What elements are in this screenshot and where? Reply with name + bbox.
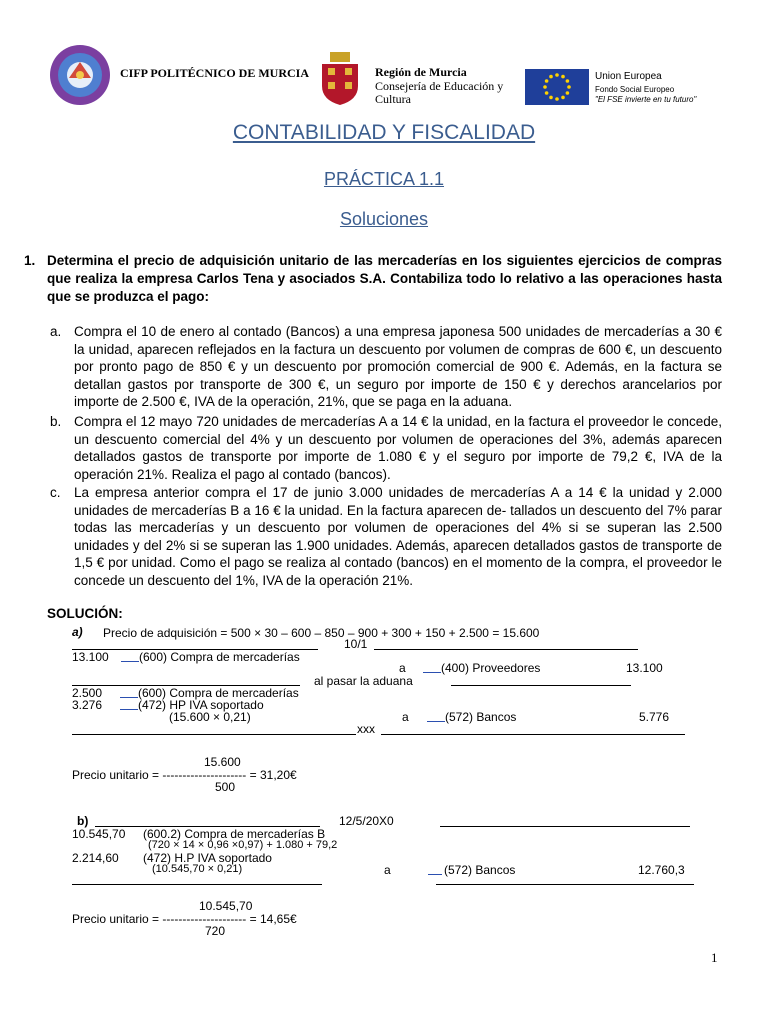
solution-a-denominator: 500 bbox=[215, 780, 236, 794]
region-department-line1: Consejería de Educación y bbox=[375, 79, 504, 93]
solution-b-entry1-account: (600.2) Compra de mercaderías B bbox=[143, 827, 326, 841]
practice-title: PRÁCTICA 1.1 bbox=[323, 169, 445, 189]
solution-a-entry1-amount: 13.100 bbox=[72, 650, 109, 664]
solution-a-entry2-credit-amount: 5.776 bbox=[639, 710, 670, 724]
solution-a-entry2-account2: (472) HP IVA soportado bbox=[138, 698, 264, 712]
rule bbox=[440, 826, 690, 827]
solution-a-entry2-credit: (572) Bancos bbox=[445, 710, 517, 724]
rule bbox=[451, 685, 631, 686]
region-department-line2: Cultura bbox=[375, 92, 411, 106]
solution-a-separator: xxx bbox=[357, 722, 375, 736]
solution-a-entry1-a: a bbox=[399, 661, 406, 675]
link-underline bbox=[428, 863, 442, 875]
solution-b-entry2-calc: (10.545,70 × 0,21) bbox=[152, 863, 243, 875]
solution-a-numerator: 15.600 bbox=[204, 755, 241, 769]
rule bbox=[72, 884, 322, 885]
solution-b-label: b) bbox=[77, 814, 89, 828]
rule bbox=[436, 884, 694, 885]
eu-flag bbox=[525, 69, 589, 105]
solution-a-date: 10/1 bbox=[344, 637, 368, 651]
solution-b-entry2-credit-amount: 12.760,3 bbox=[638, 863, 685, 877]
solution-a-entry1-credit-amount: 13.100 bbox=[626, 661, 663, 675]
solution-b-entry1-amount: 10.545,70 bbox=[72, 827, 126, 841]
solution-a-entry2-amount1: 2.500 bbox=[72, 686, 103, 700]
solution-b-numerator: 10.545,70 bbox=[199, 899, 253, 913]
rule bbox=[72, 734, 356, 735]
solution-a-customs: al pasar la aduana bbox=[314, 674, 413, 688]
main-title: CONTABILIDAD Y FISCALIDAD bbox=[232, 121, 536, 144]
solution-b-date: 12/5/20X0 bbox=[339, 814, 394, 828]
link-underline bbox=[120, 698, 138, 710]
question-text: Determina el precio de adquisición unitario de las mercaderías en los siguientes ejercicios de compras que realiza la empresa Carlos Tena y asociados S.A. Contabiliza todo lo relativo a las operaciones hasta que se produzca el pago: bbox=[47, 253, 722, 304]
item-b-letter: b. bbox=[50, 414, 62, 429]
solution-a-entry1-credit: (400) Proveedores bbox=[441, 661, 541, 675]
solution-b-entry2-a: a bbox=[384, 863, 391, 877]
solution-a-formula: Precio de adquisición = 500 × 30 – 600 – 850 – 900 + 300 + 150 + 2.500 = 15.600 bbox=[103, 626, 540, 640]
solution-a-entry2-amount2: 3.276 bbox=[72, 698, 103, 712]
link-underline bbox=[120, 686, 138, 698]
page-number: 1 bbox=[711, 950, 718, 965]
solution-a-entry2-calc: (15.600 × 0,21) bbox=[169, 710, 251, 724]
solution-b-denominator: 720 bbox=[205, 924, 226, 938]
solution-a-entry1-account: (600) Compra de mercaderías bbox=[139, 650, 300, 664]
item-b-text: Compra el 12 mayo 720 unidades de mercaderías A a 14 € la unidad, en la factura el proveedor le concede, un descuento comercial del 4% y un descuento por volumen de operaciones del 3%, además aparecen detallados gastos de transporte por importe de 1.080 € y el seguro por importe de 79,2 €, IVA de la operación 21%. Realiza el pago al contado (bancos). bbox=[74, 414, 722, 482]
solution-a-label: a) bbox=[72, 625, 83, 639]
murcia-coat-of-arms bbox=[318, 50, 362, 106]
solution-b-entry1-calc: (720 × 14 × 0,96 ×0,97) + 1.080 + 79,2 bbox=[148, 839, 338, 851]
eu-motto: "El FSE invierte en tu futuro" bbox=[595, 95, 697, 104]
item-a-text: Compra el 10 de enero al contado (Bancos) a una empresa japonesa 500 unidades de mercaderías a 30 € la unidad, aparecen reflejados en la factura un descuento por volumen de compras de 600 €, un descuento por pronto pago de 850 € y un descuento por promoción comercial de 900 €. Además, en la factura se detallan gastos por transporte de 300 €, un seguro por importe de 150 € y derechos arancelarios por importe de 2.500 €, IVA de la operación, 21%, que se paga en la aduana. bbox=[74, 324, 722, 410]
link-underline bbox=[121, 650, 139, 662]
question-number: 1. bbox=[24, 253, 36, 268]
region-name: Región de Murcia bbox=[375, 65, 467, 79]
solution-a-entry2-account1: (600) Compra de mercaderías bbox=[138, 686, 299, 700]
item-c-letter: c. bbox=[50, 485, 61, 500]
link-underline bbox=[423, 661, 441, 673]
solution-heading: SOLUCIÓN: bbox=[47, 606, 123, 621]
link-underline bbox=[427, 710, 445, 722]
item-a-letter: a. bbox=[50, 324, 62, 339]
solution-b-entry2-amount: 2.214,60 bbox=[72, 851, 119, 865]
solutions-title: Soluciones bbox=[339, 209, 429, 229]
solution-b-entry2-credit: (572) Bancos bbox=[444, 863, 516, 877]
solution-a-unit-price: Precio unitario = --------------------- = 31,20€ bbox=[72, 768, 297, 782]
rule bbox=[381, 734, 685, 735]
eu-fund: Fondo Social Europeo bbox=[595, 85, 675, 94]
school-logo bbox=[49, 44, 111, 106]
solution-a-entry2-a: a bbox=[402, 710, 409, 724]
item-c-text: La empresa anterior compra el 17 de junio 3.000 unidades de mercaderías A a 14 € la unidad y 2.000 unidades de mercaderías B a 16 € la unidad. En la factura aparecen de- tallados un descuento del 7% parar todas las mercaderías y un descuento por volumen de operaciones del 4% si se superan las 2.500 unidades y del 2% si se superan las 1.900 unidades. Además, aparecen detallados gastos de transporte de 1,5 € por unidad. Como el pago se realiza al contado (bancos) en el momento de la compra, el proveedor le concede un descuento del 1%, IVA de la operación 21%. bbox=[74, 485, 722, 588]
rule bbox=[374, 649, 638, 650]
eu-name: Union Europea bbox=[595, 71, 662, 82]
solution-b-unit-price: Precio unitario = --------------------- = 14,65€ bbox=[72, 912, 297, 926]
school-name: CIFP POLITÉCNICO DE MURCIA bbox=[120, 66, 310, 80]
solution-b-entry2-account: (472) H.P IVA soportado bbox=[143, 851, 272, 865]
